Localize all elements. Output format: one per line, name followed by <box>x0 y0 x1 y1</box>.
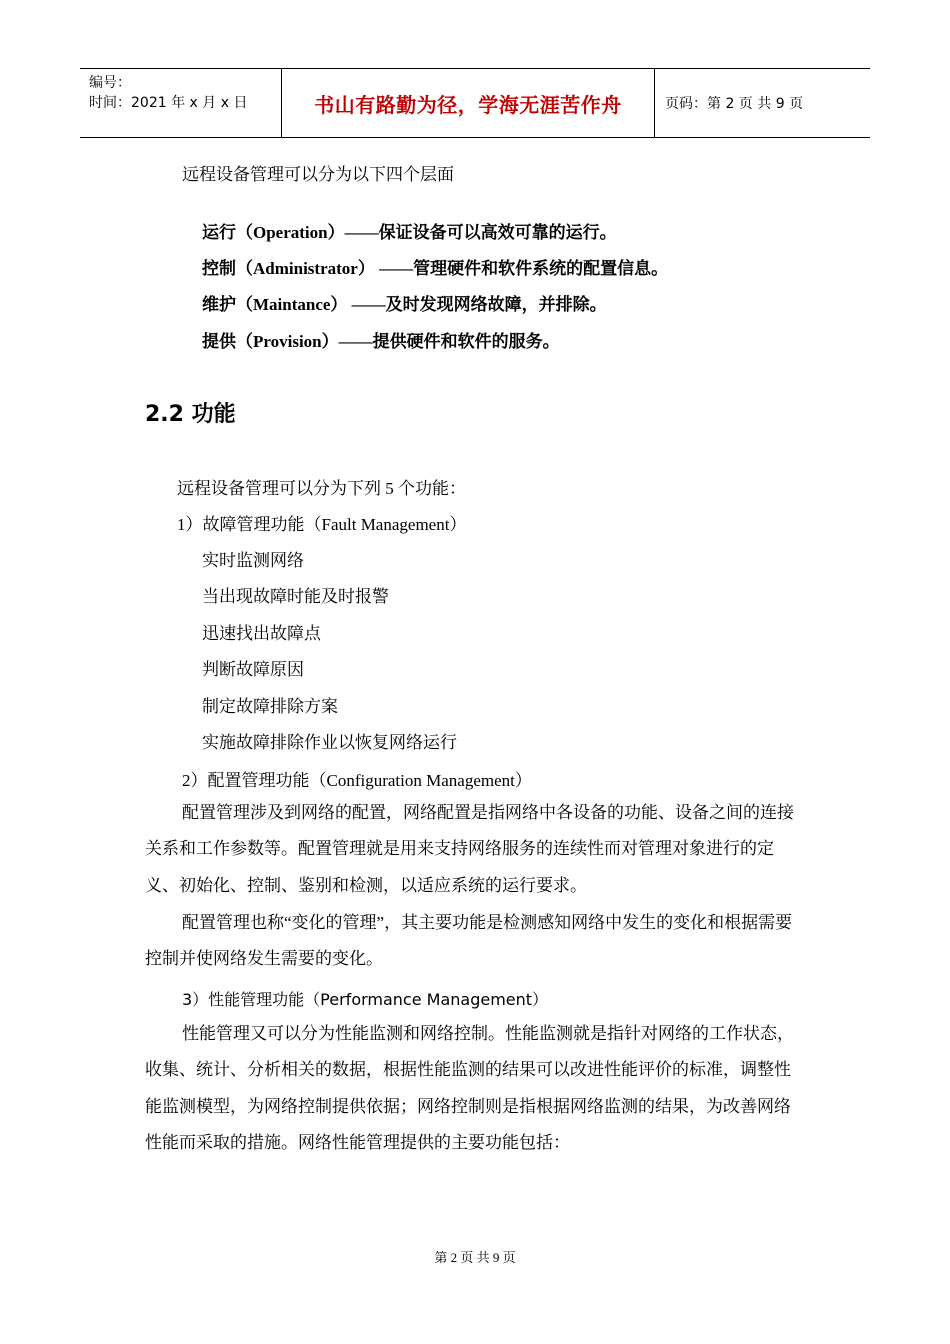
list-item-text: 实施故障排除作业以恢复网络运行 <box>202 733 457 752</box>
list-item-text: 实时监测网络 <box>202 551 304 570</box>
list-item-text: 制定故障排除方案 <box>202 697 338 716</box>
page-footer: 第 2 页 共 9 页 <box>434 1250 516 1265</box>
performance-paragraph <box>145 1016 805 1162</box>
document-number-label: 编号： <box>89 75 131 91</box>
list-item-text: 维护（Maintance） ——及时发现网络故障，并排除。 <box>202 295 607 314</box>
configuration-paragraph-2 <box>145 905 805 978</box>
performance-management-title: 3）性能管理功能（Performance Management） <box>182 990 549 1009</box>
configuration-management-title: 2）配置管理功能（Configuration Management） <box>182 771 532 790</box>
header-divider <box>654 69 655 137</box>
section-heading: 2.2 功能 <box>145 402 236 427</box>
page-header <box>80 68 870 138</box>
header-page-number: 页码：第 2 页 共 9 页 <box>665 96 804 112</box>
list-item-text: 迅速找出故障点 <box>202 624 321 643</box>
list-item-text: 判断故障原因 <box>202 660 304 679</box>
configuration-paragraph-1 <box>145 795 805 904</box>
functions-intro: 远程设备管理可以分为下列 5 个功能： <box>177 479 466 498</box>
fault-management-title: 1）故障管理功能（Fault Management） <box>177 515 467 534</box>
list-item-text: 运行（Operation）——保证设备可以高效可靠的运行。 <box>202 223 617 242</box>
list-item-text: 控制（Administrator） ——管理硬件和软件系统的配置信息。 <box>202 259 669 278</box>
paragraph-text: 配置管理涉及到网络的配置，网络配置是指网络中各设备的功能、设备之间的连接关系和工作参数等。配置管理就是用来支持网络服务的连续性而对管理对象进行的定义、初始化、控制、鉴别和检测，以适应系统的运行要求。 <box>145 803 794 895</box>
list-item-text: 当出现故障时能及时报警 <box>202 587 389 606</box>
header-motto: 书山有路勤为径，学海无涯苦作舟 <box>314 93 622 117</box>
header-info <box>89 73 247 113</box>
paragraph-text: 性能管理又可以分为性能监测和网络控制。性能监测就是指针对网络的工作状态，收集、统计、分析相关的数据，根据性能监测的结果可以改进性能评价的标准，调整性能监测模型，为网络控制提供依据；网络控制则是指根据网络监测的结果，为改善网络性能而采取的措施。网络性能管理提供的主要功能包括： <box>145 1024 794 1153</box>
intro-text: 远程设备管理可以分为以下四个层面 <box>182 165 454 184</box>
list-item-text: 提供（Provision）——提供硬件和软件的服务。 <box>202 332 560 351</box>
document-date-label: 时间：2021 年 x 月 x 日 <box>89 95 248 111</box>
paragraph-text: 配置管理也称“变化的管理”，其主要功能是检测感知网络中发生的变化和根据需要控制并使网络发生需要的变化。 <box>145 913 793 969</box>
